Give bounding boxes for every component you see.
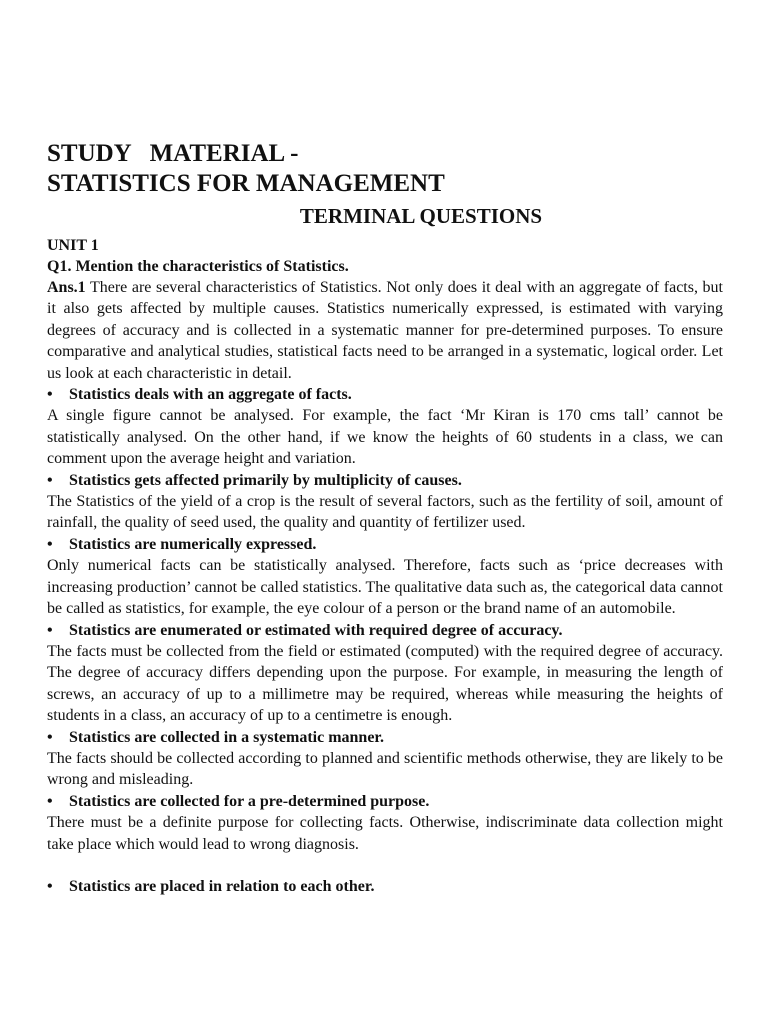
bullet-heading-text: Statistics are enumerated or estimated with required degree of accuracy.: [69, 621, 563, 639]
answer-intro-text: There are several characteristics of Statistics. Not only does it deal with an aggregate of facts, but it also gets affected by multiple causes. Statistics numerically expressed, is estimated with varying degrees of accuracy and is collected in a systematic manner for pre-determined purposes. To ensure comparative and analytical studies, statistical facts need to be arranged in a systematic, logical order. Let us look at each characteristic in detail.: [47, 279, 723, 382]
bullet-heading: [47, 384, 723, 405]
section-body: The Statistics of the yield of a crop is the result of several factors, such as the fertility of soil, amount of rainfall, the quality of seed used, the quality and quantity of fertilizer used.: [47, 493, 723, 532]
bullet-heading: [47, 791, 723, 812]
unit-heading: UNIT 1: [47, 237, 99, 254]
bullet-heading-text: Statistics are collected for a pre-determined purpose.: [69, 792, 430, 810]
bullet-heading-text: Statistics are placed in relation to each other.: [69, 877, 375, 895]
section-body: The facts must be collected from the field or estimated (computed) with the required degree of accuracy. The degree of accuracy differs depending upon the purpose. For example, in measuring the length of screws, an accuracy of up to a millimetre may be required, whereas while measuring the heights of students in a class, an accuracy of up to a centimetre is enough.: [47, 642, 723, 725]
bullet-icon: •: [47, 386, 53, 404]
document-title-line2: STATISTICS FOR MANAGEMENT: [47, 170, 445, 197]
bullet-heading-text: Statistics deals with an aggregate of facts.: [69, 386, 352, 404]
bullet-heading-text: Statistics are numerically expressed.: [69, 535, 317, 553]
bullet-icon: •: [47, 877, 53, 895]
document-page: [47, 138, 723, 897]
answer-label: Ans.1: [47, 279, 86, 296]
bullet-icon: •: [47, 471, 53, 489]
section-body: A single figure cannot be analysed. For example, the fact ‘Mr Kiran is 170 cms tall’ cannot be statistically analysed. On the other hand, if we know the heights of 60 students in a class, we can comment upon the average height and variation.: [47, 407, 723, 468]
document-subtitle: TERMINAL QUESTIONS: [299, 204, 543, 228]
bullet-heading: [47, 620, 723, 641]
answer-intro: [47, 277, 723, 384]
bullet-icon: •: [47, 728, 53, 746]
bullet-icon: •: [47, 535, 53, 553]
question-heading: Q1. Mention the characteristics of Statistics.: [47, 258, 349, 275]
bullet-heading: [47, 876, 723, 897]
bullet-heading-text: Statistics gets affected primarily by multiplicity of causes.: [69, 471, 462, 489]
bullet-heading: [47, 470, 723, 491]
section-body: Only numerical facts can be statistically analysed. Therefore, facts such as ‘price decreases with increasing production’ cannot be called statistics. The qualitative data such as, the categorical data cannot be called as statistics, for example, the eye colour of a person or the brand name of an automobile.: [47, 557, 723, 618]
bullet-icon: •: [47, 621, 53, 639]
bullet-heading: [47, 727, 723, 748]
section-body: The facts should be collected according to planned and scientific methods otherwise, they are likely to be wrong and misleading.: [47, 749, 723, 789]
blank-line: [47, 855, 723, 876]
bullet-heading: [47, 534, 723, 555]
bullet-icon: •: [47, 792, 53, 810]
document-title-line1: STUDY MATERIAL -: [47, 140, 299, 167]
section-body: There must be a definite purpose for collecting facts. Otherwise, indiscriminate data collection might take place which would lead to wrong diagnosis.: [47, 814, 723, 853]
bullet-heading-text: Statistics are collected in a systematic manner.: [69, 728, 385, 746]
